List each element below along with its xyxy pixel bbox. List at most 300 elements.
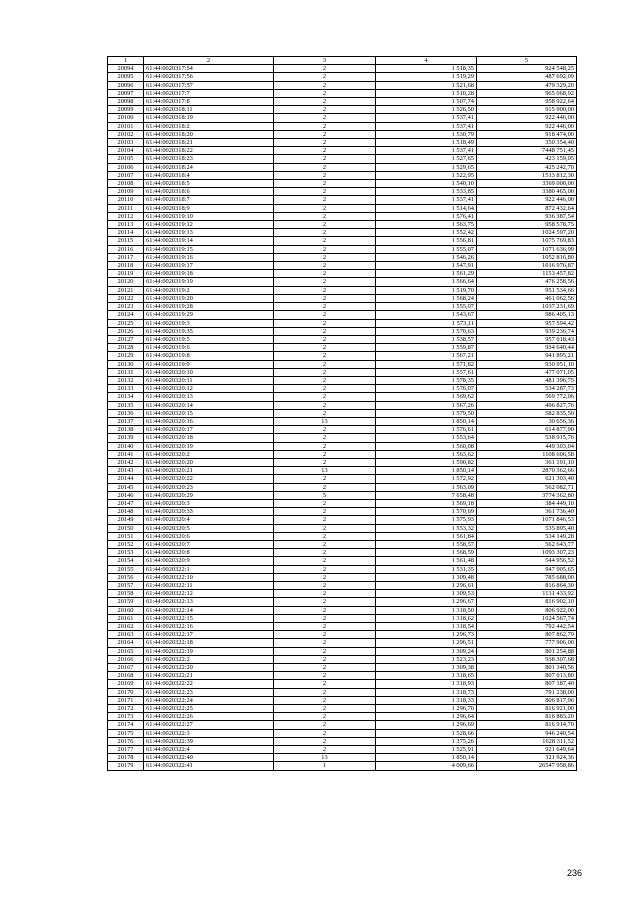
- table-row: [108, 565, 577, 573]
- cadastral-number-cell: 61:44:0020318:20: [144, 130, 274, 138]
- group-cell: 2: [274, 65, 376, 73]
- cadastral-number-cell: 61:44:0020318:22: [144, 147, 274, 155]
- row-number-cell: 20108: [108, 180, 144, 188]
- specific-value-cell: 1 318,62: [376, 614, 477, 622]
- cadastral-value-cell: 957 018,43: [477, 335, 577, 343]
- specific-value-cell: 1 375,26: [376, 737, 477, 745]
- table-row: [108, 631, 577, 639]
- group-cell: 2: [274, 368, 376, 376]
- table-row: [108, 147, 577, 155]
- specific-value-cell: 1 318,93: [376, 680, 477, 688]
- cadastral-value-cell: 785 688,00: [477, 573, 577, 581]
- cadastral-number-cell: 61:44:0020320:5: [144, 524, 274, 532]
- group-cell: 5: [274, 491, 376, 499]
- row-number-cell: 20168: [108, 672, 144, 680]
- cadastral-value-cell: 1052 816,80: [477, 253, 577, 261]
- specific-value-cell: 1 850,14: [376, 417, 477, 425]
- row-number-cell: 20102: [108, 130, 144, 138]
- cadastral-value-cell: 481 396,75: [477, 376, 577, 384]
- table-row: [108, 262, 577, 270]
- specific-value-cell: 1 553,32: [376, 524, 477, 532]
- cadastral-number-cell: 61:44:0020319:9: [144, 360, 274, 368]
- row-number-cell: 20140: [108, 442, 144, 450]
- group-cell: 2: [274, 565, 376, 573]
- row-number-cell: 20109: [108, 188, 144, 196]
- group-cell: 2: [274, 188, 376, 196]
- group-cell: 2: [274, 499, 376, 507]
- specific-value-cell: 1 318,33: [376, 696, 477, 704]
- group-cell: 2: [274, 114, 376, 122]
- row-number-cell: 20177: [108, 746, 144, 754]
- specific-value-cell: 1 296,67: [376, 598, 477, 606]
- specific-value-cell: 1 518,35: [376, 65, 477, 73]
- group-cell: 2: [274, 130, 376, 138]
- specific-value-cell: 1 510,28: [376, 89, 477, 97]
- group-cell: 2: [274, 672, 376, 680]
- row-number-cell: 20115: [108, 237, 144, 245]
- table-row: [108, 532, 577, 540]
- table-row: [108, 311, 577, 319]
- row-number-cell: 20150: [108, 524, 144, 532]
- specific-value-cell: 1 555,07: [376, 303, 477, 311]
- table-row: [108, 672, 577, 680]
- table-row: [108, 623, 577, 631]
- cadastral-number-cell: 61:44:0020318:21: [144, 139, 274, 147]
- cadastral-value-cell: 946 240,54: [477, 729, 577, 737]
- table-row: [108, 450, 577, 458]
- cadastral-number-cell: 61:44:0020318:23: [144, 155, 274, 163]
- cadastral-value-cell: 26547 958,86: [477, 762, 577, 770]
- cadastral-value-cell: 801 340,56: [477, 664, 577, 672]
- table-row: [108, 114, 577, 122]
- cadastral-number-cell: 61:44:0020318:5: [144, 180, 274, 188]
- specific-value-cell: 1 559,87: [376, 344, 477, 352]
- row-number-cell: 20163: [108, 631, 144, 639]
- specific-value-cell: 1 555,07: [376, 245, 477, 253]
- table-row: [108, 245, 577, 253]
- cadastral-value-cell: 951 534,66: [477, 286, 577, 294]
- group-cell: 2: [274, 434, 376, 442]
- table-row: [108, 122, 577, 130]
- group-cell: 2: [274, 204, 376, 212]
- row-number-cell: 20141: [108, 450, 144, 458]
- cadastral-value-cell: 957 594,42: [477, 319, 577, 327]
- group-cell: 2: [274, 606, 376, 614]
- group-cell: 2: [274, 319, 376, 327]
- row-number-cell: 20165: [108, 647, 144, 655]
- cadastral-value-cell: 535 895,40: [477, 524, 577, 532]
- group-cell: 2: [274, 147, 376, 155]
- group-cell: 2: [274, 376, 376, 384]
- table-row: [108, 713, 577, 721]
- cadastral-number-cell: 61:44:0020320:22: [144, 475, 274, 483]
- row-number-cell: 20096: [108, 81, 144, 89]
- row-number-cell: 20105: [108, 155, 144, 163]
- cadastral-number-cell: 61:44:0020319:29: [144, 311, 274, 319]
- cadastral-number-cell: 61:44:0020322:19: [144, 647, 274, 655]
- specific-value-cell: 1 569,18: [376, 499, 477, 507]
- group-cell: 2: [274, 262, 376, 270]
- cadastral-number-cell: 61:44:0020318:11: [144, 106, 274, 114]
- table-row: [108, 335, 577, 343]
- specific-value-cell: 1 528,66: [376, 729, 477, 737]
- row-number-cell: 20174: [108, 721, 144, 729]
- specific-value-cell: 1 567,21: [376, 352, 477, 360]
- cadastral-value-cell: 958 578,75: [477, 221, 577, 229]
- cadastral-value-cell: 1071 636,99: [477, 245, 577, 253]
- cadastral-number-cell: 61:44:0020322:10: [144, 573, 274, 581]
- specific-value-cell: 1 543,67: [376, 311, 477, 319]
- group-cell: 2: [274, 557, 376, 565]
- specific-value-cell: 1 569,62: [376, 393, 477, 401]
- row-number-cell: 20145: [108, 483, 144, 491]
- row-number-cell: 20130: [108, 360, 144, 368]
- cadastral-value-cell: 1153 457,82: [477, 270, 577, 278]
- specific-value-cell: 1 570,69: [376, 508, 477, 516]
- table-row: [108, 746, 577, 754]
- cadastral-number-cell: 61:44:0020319:5: [144, 335, 274, 343]
- table-row: [108, 508, 577, 516]
- group-cell: 2: [274, 631, 376, 639]
- cadastral-number-cell: 61:44:0020320:29: [144, 491, 274, 499]
- group-cell: 2: [274, 573, 376, 581]
- cadastral-number-cell: 61:44:0020319:17: [144, 262, 274, 270]
- table-row: [108, 368, 577, 376]
- cadastral-value-cell: 918 474,00: [477, 130, 577, 138]
- table-row: [108, 98, 577, 106]
- group-cell: 2: [274, 278, 376, 286]
- group-cell: 2: [274, 360, 376, 368]
- cadastral-number-cell: 61:44:0020318:19: [144, 114, 274, 122]
- row-number-cell: 20094: [108, 65, 144, 73]
- table-row: [108, 171, 577, 179]
- specific-value-cell: 1 537,41: [376, 196, 477, 204]
- table-row: [108, 737, 577, 745]
- cadastral-value-cell: 1513 812,30: [477, 171, 577, 179]
- cadastral-number-cell: 61:44:0020322:11: [144, 582, 274, 590]
- table-row: [108, 73, 577, 81]
- cadastral-number-cell: 61:44:0020322:21: [144, 672, 274, 680]
- specific-value-cell: 7 658,48: [376, 491, 477, 499]
- table-body: [108, 65, 577, 770]
- row-number-cell: 20149: [108, 516, 144, 524]
- cadastral-number-cell: 61:44:0020322:1: [144, 565, 274, 573]
- cadastral-number-cell: 61:44:0020320:11: [144, 376, 274, 384]
- table-row: [108, 89, 577, 97]
- table-row: [108, 237, 577, 245]
- specific-value-cell: 1 570,63: [376, 327, 477, 335]
- cadastral-number-cell: 61:44:0020320:19: [144, 442, 274, 450]
- row-number-cell: 20160: [108, 606, 144, 614]
- row-number-cell: 20128: [108, 344, 144, 352]
- specific-value-cell: 1 546,26: [376, 253, 477, 261]
- row-number-cell: 20131: [108, 368, 144, 376]
- group-cell: 2: [274, 532, 376, 540]
- cadastral-number-cell: 61:44:0020320:15: [144, 409, 274, 417]
- table-row: [108, 442, 577, 450]
- specific-value-cell: 1 318,73: [376, 688, 477, 696]
- group-cell: 2: [274, 311, 376, 319]
- specific-value-cell: 1 590,82: [376, 458, 477, 466]
- cadastral-value-cell: 1024 567,74: [477, 614, 577, 622]
- specific-value-cell: 1 525,91: [376, 746, 477, 754]
- cadastral-number-cell: 61:44:0020320:3: [144, 499, 274, 507]
- table-row: [108, 540, 577, 548]
- cadastral-value-cell: 534 149,28: [477, 532, 577, 540]
- table-row: [108, 188, 577, 196]
- table-row: [108, 270, 577, 278]
- cadastral-number-cell: 61:44:0020317:57: [144, 81, 274, 89]
- table-row: [108, 590, 577, 598]
- group-cell: 2: [274, 122, 376, 130]
- row-number-cell: 20126: [108, 327, 144, 335]
- cadastral-number-cell: 61:44:0020319:12: [144, 221, 274, 229]
- cadastral-number-cell: 61:44:0020322:17: [144, 631, 274, 639]
- row-number-cell: 20171: [108, 696, 144, 704]
- cadastral-number-cell: 61:44:0020322:39: [144, 737, 274, 745]
- table-row: [108, 401, 577, 409]
- cadastral-number-cell: 61:44:0020322:41: [144, 762, 274, 770]
- row-number-cell: 20098: [108, 98, 144, 106]
- row-number-cell: 20154: [108, 557, 144, 565]
- cadastral-number-cell: 61:44:0020320:2: [144, 450, 274, 458]
- cadastral-value-cell: 350 354,40: [477, 139, 577, 147]
- group-cell: 2: [274, 237, 376, 245]
- group-cell: 2: [274, 106, 376, 114]
- specific-value-cell: 1 563,09: [376, 483, 477, 491]
- cadastral-value-cell: 939 236,74: [477, 327, 577, 335]
- cadastral-value-cell: 479 329,20: [477, 81, 577, 89]
- table-header-row: [108, 57, 577, 65]
- specific-value-cell: 1 296,61: [376, 582, 477, 590]
- row-number-cell: 20137: [108, 417, 144, 425]
- cadastral-value-cell: 947 905,65: [477, 565, 577, 573]
- specific-value-cell: 1 318,54: [376, 623, 477, 631]
- group-cell: 2: [274, 81, 376, 89]
- cadastral-number-cell: 61:44:0020318:7: [144, 196, 274, 204]
- table-row: [108, 499, 577, 507]
- specific-value-cell: 1 576,61: [376, 426, 477, 434]
- group-cell: 2: [274, 664, 376, 672]
- row-number-cell: 20175: [108, 729, 144, 737]
- table-row: [108, 598, 577, 606]
- specific-value-cell: 1 296,64: [376, 713, 477, 721]
- cadastral-value-cell: 986 405,13: [477, 311, 577, 319]
- group-cell: 2: [274, 163, 376, 171]
- table-row: [108, 705, 577, 713]
- specific-value-cell: 1 561,84: [376, 532, 477, 540]
- cadastral-number-cell: 61:44:0020322:15: [144, 614, 274, 622]
- specific-value-cell: 1 309,38: [376, 664, 477, 672]
- cadastral-value-cell: 1093 307,23: [477, 549, 577, 557]
- row-number-cell: 20107: [108, 171, 144, 179]
- table-row: [108, 163, 577, 171]
- cadastral-number-cell: 61:44:0020319:18: [144, 270, 274, 278]
- cadastral-number-cell: 61:44:0020319:15: [144, 245, 274, 253]
- cadastral-value-cell: 614 877,90: [477, 426, 577, 434]
- group-cell: 2: [274, 385, 376, 393]
- cadastral-value-cell: 936 387,54: [477, 212, 577, 220]
- specific-value-cell: 1 561,48: [376, 557, 477, 565]
- specific-value-cell: 1 563,62: [376, 450, 477, 458]
- cadastral-number-cell: 61:44:0020319:35: [144, 327, 274, 335]
- column-header-1: 1: [108, 57, 144, 65]
- group-cell: 2: [274, 746, 376, 754]
- cadastral-value-cell: 321 924,36: [477, 754, 577, 762]
- cadastral-number-cell: 61:44:0020322:22: [144, 680, 274, 688]
- cadastral-value-cell: 801 254,88: [477, 647, 577, 655]
- cadastral-value-cell: 487 692,09: [477, 73, 577, 81]
- row-number-cell: 20148: [108, 508, 144, 516]
- cadastral-value-cell: 477 071,05: [477, 368, 577, 376]
- group-cell: 13: [274, 467, 376, 475]
- cadastral-number-cell: 61:44:0020319:20: [144, 294, 274, 302]
- group-cell: 2: [274, 450, 376, 458]
- table-row: [108, 106, 577, 114]
- cadastral-number-cell: 61:44:0020319:28: [144, 303, 274, 311]
- row-number-cell: 20112: [108, 212, 144, 220]
- group-cell: 2: [274, 540, 376, 548]
- cadastral-value-cell: 915 900,00: [477, 106, 577, 114]
- group-cell: 2: [274, 155, 376, 163]
- cadastral-value-cell: 425 242,70: [477, 163, 577, 171]
- row-number-cell: 20095: [108, 73, 144, 81]
- cadastral-number-cell: 61:44:0020318:6: [144, 188, 274, 196]
- cadastral-value-cell: 924 548,25: [477, 65, 577, 73]
- specific-value-cell: 1 576,07: [376, 385, 477, 393]
- table-row: [108, 549, 577, 557]
- cadastral-value-cell: 621 303,40: [477, 475, 577, 483]
- group-cell: 2: [274, 442, 376, 450]
- column-header-3: 3: [274, 57, 376, 65]
- row-number-cell: 20146: [108, 491, 144, 499]
- row-number-cell: 20158: [108, 590, 144, 598]
- cadastral-value-cell: 476 258,56: [477, 278, 577, 286]
- cadastral-value-cell: 1108 606,58: [477, 450, 577, 458]
- row-number-cell: 20179: [108, 762, 144, 770]
- row-number-cell: 20170: [108, 688, 144, 696]
- table-row: [108, 130, 577, 138]
- cadastral-number-cell: 61:44:0020317:54: [144, 65, 274, 73]
- group-cell: 2: [274, 294, 376, 302]
- row-number-cell: 20153: [108, 549, 144, 557]
- specific-value-cell: 1 578,35: [376, 376, 477, 384]
- specific-value-cell: 1 309,24: [376, 647, 477, 655]
- group-cell: 2: [274, 508, 376, 516]
- row-number-cell: 20119: [108, 270, 144, 278]
- row-number-cell: 20120: [108, 278, 144, 286]
- cadastral-value-cell: 806 922,00: [477, 606, 577, 614]
- cadastral-value-cell: 791 238,00: [477, 688, 577, 696]
- cadastral-value-cell: 7448 751,45: [477, 147, 577, 155]
- specific-value-cell: 1 558,57: [376, 540, 477, 548]
- cadastral-number-cell: 61:44:0020320:13: [144, 393, 274, 401]
- cadastral-value-cell: 384 449,10: [477, 499, 577, 507]
- cadastral-value-cell: 816 914,70: [477, 721, 577, 729]
- specific-value-cell: 1 507,74: [376, 98, 477, 106]
- row-number-cell: 20114: [108, 229, 144, 237]
- specific-value-cell: 1 557,61: [376, 368, 477, 376]
- group-cell: 2: [274, 73, 376, 81]
- group-cell: 2: [274, 623, 376, 631]
- specific-value-cell: 1 547,91: [376, 262, 477, 270]
- row-number-cell: 20132: [108, 376, 144, 384]
- specific-value-cell: 1 530,79: [376, 130, 477, 138]
- table-row: [108, 327, 577, 335]
- cadastral-number-cell: 61:44:0020320:9: [144, 557, 274, 565]
- cadastral-value-cell: 3380 465,00: [477, 188, 577, 196]
- group-cell: 2: [274, 729, 376, 737]
- table-row: [108, 680, 577, 688]
- specific-value-cell: 1 572,92: [376, 475, 477, 483]
- row-number-cell: 20173: [108, 713, 144, 721]
- row-number-cell: 20144: [108, 475, 144, 483]
- cadastral-number-cell: 61:44:0020319:10: [144, 212, 274, 220]
- cadastral-number-cell: 61:44:0020319:19: [144, 278, 274, 286]
- row-number-cell: 20110: [108, 196, 144, 204]
- cadastral-number-cell: 61:44:0020322:27: [144, 721, 274, 729]
- cadastral-number-cell: 61:44:0020322:14: [144, 606, 274, 614]
- table-row: [108, 754, 577, 762]
- row-number-cell: 20139: [108, 434, 144, 442]
- row-number-cell: 20178: [108, 754, 144, 762]
- table-row: [108, 475, 577, 483]
- cadastral-number-cell: 61:44:0020320:16: [144, 417, 274, 425]
- table-row: [108, 467, 577, 475]
- cadastral-number-cell: 61:44:0020319:14: [144, 237, 274, 245]
- cadastral-value-cell: 816 864,30: [477, 582, 577, 590]
- table-row: [108, 65, 577, 73]
- specific-value-cell: 1 533,85: [376, 188, 477, 196]
- table-row: [108, 278, 577, 286]
- cadastral-value-cell: 806 817,96: [477, 696, 577, 704]
- table-row: [108, 721, 577, 729]
- specific-value-cell: 1 531,35: [376, 565, 477, 573]
- table-row: [108, 639, 577, 647]
- table-row: [108, 196, 577, 204]
- table-row: [108, 417, 577, 425]
- table-row: [108, 491, 577, 499]
- table-row: [108, 434, 577, 442]
- row-number-cell: 20103: [108, 139, 144, 147]
- row-number-cell: 20172: [108, 705, 144, 713]
- cadastral-number-cell: 61:44:0020322:4: [144, 746, 274, 754]
- group-cell: 2: [274, 139, 376, 147]
- table-row: [108, 696, 577, 704]
- row-number-cell: 20156: [108, 573, 144, 581]
- group-cell: 2: [274, 221, 376, 229]
- group-cell: 2: [274, 335, 376, 343]
- table-row: [108, 582, 577, 590]
- table-row: [108, 221, 577, 229]
- cadastral-value-cell: 496 827,76: [477, 401, 577, 409]
- row-number-cell: 20176: [108, 737, 144, 745]
- table-row: [108, 516, 577, 524]
- cadastral-number-cell: 61:44:0020320:10: [144, 368, 274, 376]
- specific-value-cell: 1 538,57: [376, 335, 477, 343]
- row-number-cell: 20104: [108, 147, 144, 155]
- cadastral-number-cell: 61:44:0020320:4: [144, 516, 274, 524]
- cadastral-value-cell: 569 772,06: [477, 393, 577, 401]
- specific-value-cell: 1 537,41: [376, 147, 477, 155]
- specific-value-cell: 1 296,69: [376, 721, 477, 729]
- cadastral-value-cell: 965 068,92: [477, 89, 577, 97]
- cadastral-value-cell: 3774 362,80: [477, 491, 577, 499]
- row-number-cell: 20099: [108, 106, 144, 114]
- table-row: [108, 360, 577, 368]
- specific-value-cell: 1 514,64: [376, 204, 477, 212]
- row-number-cell: 20166: [108, 655, 144, 663]
